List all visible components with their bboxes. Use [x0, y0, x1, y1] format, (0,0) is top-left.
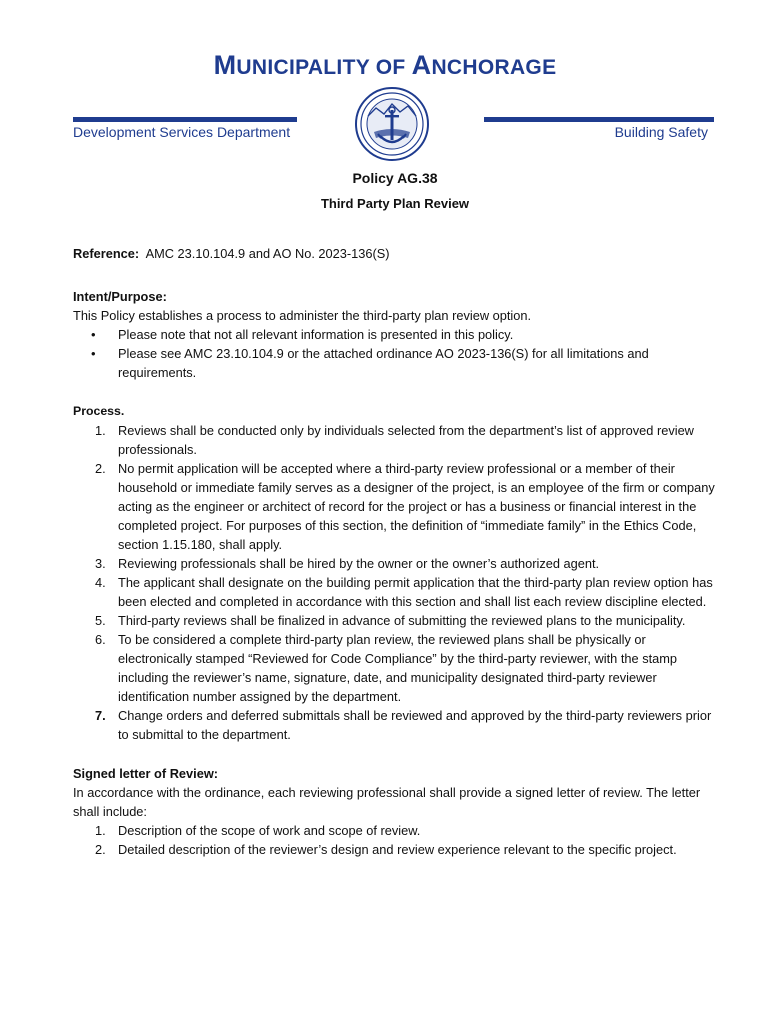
step-text: Reviewing professionals shall be hired by the owner or the owner’s authorized agent. [118, 556, 600, 571]
step-number: 4. [95, 575, 106, 590]
intent-text: This Policy establishes a process to administer the third-party plan review option. [73, 308, 532, 323]
policy-title: Third Party Plan Review [320, 196, 470, 211]
reference-label: Reference: [73, 246, 140, 261]
list-item [73, 554, 721, 573]
title-part-unicipality: UNICIPALITY OF [236, 56, 406, 79]
title-initial-m: M [213, 50, 237, 80]
step-number: 6. [95, 632, 106, 647]
list-item [73, 821, 721, 840]
step-text: Change orders and deferred submittals shall be reviewed and approved by the third-party reviewers prior to submittal to the department. [118, 708, 712, 742]
step-text: The applicant shall designate on the building permit application that the third-party plan review option has been elected and completed in accordance with this section and shall list each review discipline elected. [118, 575, 713, 609]
intent-bullet-list [73, 325, 721, 382]
item-number: 2. [95, 842, 106, 857]
letter-heading: Signed letter of Review: [73, 766, 219, 781]
step-number: 2. [95, 461, 106, 476]
list-item [73, 459, 721, 554]
step-text: Reviews shall be conducted only by individuals selected from the department’s list of approved review professionals. [118, 423, 694, 457]
municipal-seal-icon [354, 86, 430, 162]
list-item: • Please note that not all relevant information is presented in this policy. [118, 325, 721, 344]
item-text: Detailed description of the reviewer’s design and review experience relevant to the specific project. [118, 842, 677, 857]
list-item [73, 573, 721, 611]
department-name: Development Services Department [73, 124, 291, 140]
list-item [73, 706, 721, 744]
organization-title [0, 50, 770, 81]
policy-number: Policy AG.38 [352, 170, 438, 186]
step-text: To be considered a complete third-party plan review, the reviewed plans shall be physically or electronically stamped “Reviewed for Code Compliance” by the third-party reviewer, with the stamp including the reviewer’s name, signature, date, and municipality designated third-party reviewer identification number assigned by the department. [118, 632, 678, 704]
reference-text: AMC 23.10.104.9 and AO No. 2023-136(S) [145, 246, 390, 261]
list-item [73, 421, 721, 459]
step-text: No permit application will be accepted where a third-party review professional or a member of their household or immediate family serves as a designer of the project, is an employee of the firm or company acting as the engineer or architect of record for the project or has a business or financial interest in the completed project. For purposes of this section, the definition of “immediate family” in the Ethics Code, section 1.15.180, shall apply. [118, 461, 715, 552]
title-part-nchorage: NCHORAGE [431, 56, 557, 79]
process-heading: Process. [73, 404, 125, 418]
letter-item-list [73, 821, 721, 859]
letter-text: In accordance with the ordinance, each reviewing professional shall provide a signed letter of review. The letter shall include: [73, 785, 701, 819]
step-number: 3. [95, 556, 106, 571]
list-item: • Please see AMC 23.10.104.9 or the attached ordinance AO 2023-136(S) for all limitations and requirements. [118, 344, 721, 382]
step-text: Third-party reviews shall be finalized in advance of submitting the reviewed plans to the municipality. [118, 613, 686, 628]
reference-line [73, 244, 721, 263]
item-number: 1. [95, 823, 106, 838]
division-name: Building Safety [614, 124, 708, 140]
title-initial-a: A [411, 50, 432, 80]
list-item [73, 840, 721, 859]
policy-body [73, 244, 721, 879]
step-number: 7. [95, 708, 106, 723]
step-number: 1. [95, 423, 106, 438]
intent-heading: Intent/Purpose: [73, 289, 167, 304]
step-number: 5. [95, 613, 106, 628]
header-rule-right [484, 117, 714, 122]
list-item [73, 630, 721, 706]
header-rule-left [73, 117, 297, 122]
item-text: Description of the scope of work and scope of review. [118, 823, 421, 838]
process-step-list [73, 421, 721, 744]
list-item [73, 611, 721, 630]
